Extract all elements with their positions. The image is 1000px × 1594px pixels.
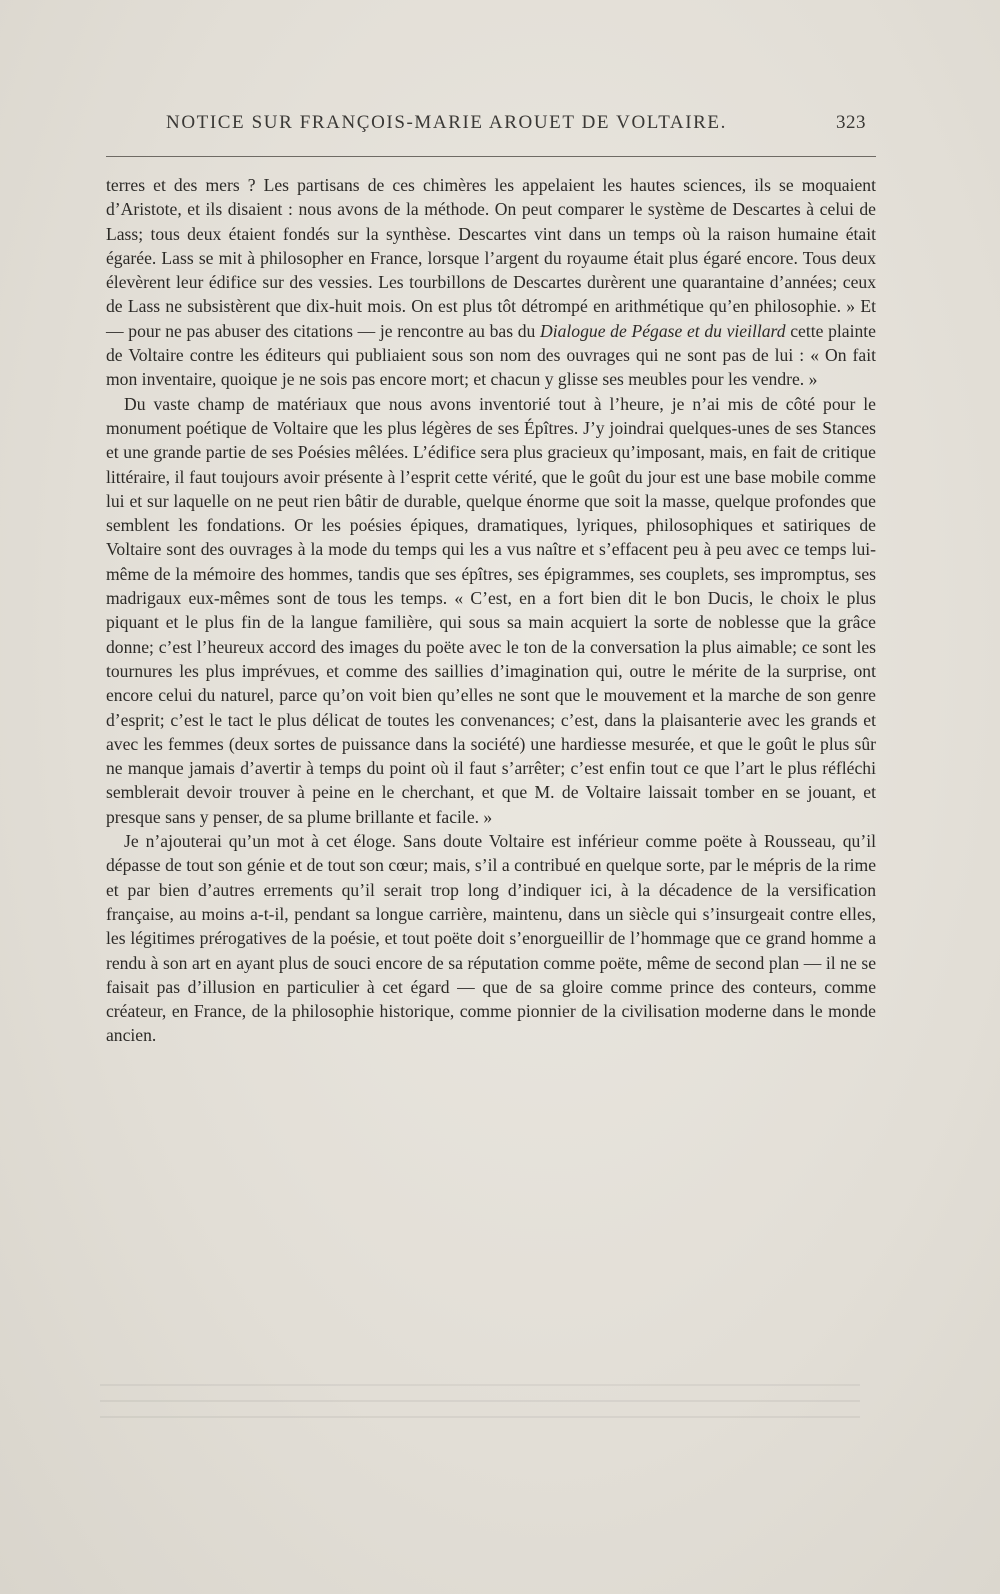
paragraph-text: terres et des mers ? Les partisans de ces chimères les appelaient les hautes sciences, ils se moquaient d’Aristote, et ils disaient : nous avons de la méthode. On peut comparer le système de Descartes à celui de Lass; tous deux étaient fondés sur la synthèse. Descartes vint dans un temps où la raison humaine était égarée. Lass se mit à philosopher en France, lorsque l’argent du royaume était plus égaré encore. Tous deux élevèrent leur édifice sur des vessies. Les tourbillons de Descartes durèrent une quarantaine d’années; ceux de Lass ne subsistèrent que dix-huit mois. On est plus tôt détrompé en arithmétique qu’en philosophie. » Et — pour ne pas abuser des citations — je rencontre au bas du [106, 175, 876, 341]
running-title: NOTICE SUR FRANÇOIS-MARIE AROUET DE VOLTAIRE. [166, 112, 727, 133]
body-text [106, 173, 876, 1048]
paragraph-text: cette plainte de Voltaire contre les éditeurs qui publiaient sous son nom des ouvrages qui ne sont pas de lui : « On fait mon inventaire, quoique je ne sois pas encore mort; et chacun y glisse ses meubles pour les vendre. » [106, 320, 876, 390]
paragraph: Je n’ajouterai qu’un mot à cet éloge. Sans doute Voltaire est inférieur comme poëte à Rousseau, qu’il dépasse de tout son génie et de tout son cœur; mais, s’il a contribué en quelque sorte, par le mépris de la rime et par bien d’autres errements qu’il serait trop long d’indiquer ici, à la décadence de la versification française, au moins a-t-il, pendant sa longue carrière, maintenu, dans un siècle qui s’insurgeait contre elles, les légitimes prérogatives de la poésie, et tout poëte doit s’enorgueillir de l’hommage que ce grand homme a rendu à son art en ayant plus de souci encore de sa réputation comme poëte, même de second plan — il ne se faisait pas d’illusion en particulier à cet égard — que de sa gloire comme prince des conteurs, comme créateur, en France, de la philosophie historique, comme pionnier de la civilisation moderne dans le monde ancien. [106, 831, 876, 1046]
header-rule [106, 156, 876, 157]
book-page [106, 112, 876, 1048]
page-number: 323 [836, 112, 866, 133]
work-title: Dialogue de Pégase et du vieillard [540, 320, 786, 341]
paragraph: Du vaste champ de matériaux que nous avons inventorié tout à l’heure, je n’ai mis de côté pour le monument poétique de Voltaire que les plus légères de ses Épîtres. J’y joindrai quelques-unes de ses Stances et une grande partie de ses Poésies mêlées. L’édifice sera plus gracieux qu’imposant, mais, en fait de critique littéraire, il faut toujours avoir présente à l’esprit cette vérité, que le goût du jour est une base mobile comme lui et sur laquelle on ne peut rien bâtir de durable, quelque énorme que soit la masse, quelque profondes que semblent les fondations. Or les poésies épiques, dramatiques, lyriques, philosophiques et satiriques de Voltaire sont des ouvrages à la mode du temps qui les a vus naître et s’effacent peu à peu avec ce temps lui-même de la mémoire des hommes, tandis que ses épîtres, ses épigrammes, ses couplets, ses impromptus, ses madrigaux eux-mêmes sont de tous les temps. « C’est, en a fort bien dit le bon Ducis, le choix le plus piquant et le plus fin de la langue familière, qui sous sa main acquiert la sorte de noblesse que la grâce donne; c’est l’heureux accord des images du poëte avec le ton de la conversation la plus aimable; ce sont les tournures les plus imprévues, et comme des saillies d’imagination qui, outre le mérite de la surprise, ont encore celui du naturel, parce qu’on voit bien qu’elles ne sont que le mouvement et la marche de son genre d’esprit; c’est le tact le plus délicat de toutes les convenances; c’est, dans la plaisanterie avec les grands et avec les femmes (deux sortes de puissance dans la société) une hardiesse mesurée, et que le goût le plus sûr ne manque jamais d’avertir à temps du point où il faut s’arrêter; c’est enfin tout ce que l’art le plus réfléchi semblerait devoir trouver à peine en le cherchant, et que M. de Voltaire laissait tomber en se jouant, et presque sans y penser, de sa plume brillante et facile. » [106, 393, 876, 827]
paragraph-continued [106, 173, 876, 392]
show-through-bleed [100, 1370, 860, 1440]
running-head [106, 112, 876, 140]
